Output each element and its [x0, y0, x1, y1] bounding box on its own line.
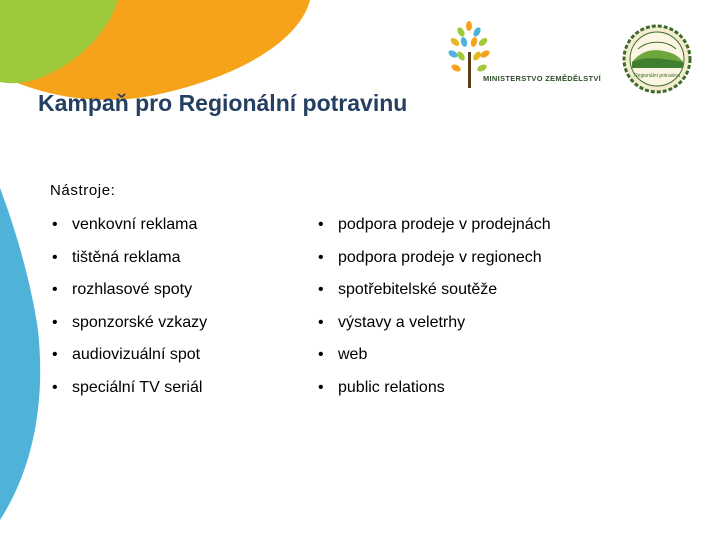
list-item-text: tištěná reklama: [72, 248, 181, 266]
bullet-icon: •: [318, 281, 324, 298]
left-bullet-list: [52, 209, 207, 404]
list-item: [318, 372, 551, 405]
regional-food-seal-icon: [622, 24, 692, 94]
list-item: [52, 339, 207, 372]
list-item-text: spotřebitelské soutěže: [338, 281, 498, 298]
list-item: [318, 339, 551, 372]
bullet-icon: •: [318, 378, 324, 396]
bullet-icon: •: [318, 216, 324, 233]
list-item: [52, 209, 207, 242]
slide-title: Kampaň pro Regionální potravinu: [38, 90, 408, 116]
blue-leaf-shape: [0, 188, 40, 520]
list-item: [318, 274, 551, 307]
list-item-text: audiovizuální spot: [72, 346, 201, 363]
bullet-icon: •: [52, 281, 58, 298]
list-item-text: venkovní reklama: [72, 216, 198, 233]
list-item-text: web: [338, 346, 368, 363]
list-item: [318, 307, 551, 340]
list-item: [318, 242, 551, 275]
list-item: [52, 372, 207, 405]
bullet-icon: •: [52, 248, 58, 266]
list-item: [52, 242, 207, 275]
list-item: [318, 209, 551, 242]
list-item-text: výstavy a veletrhy: [338, 313, 466, 331]
list-item-text: podpora prodeje v regionech: [338, 248, 542, 266]
ministry-name: MINISTERSTVO ZEMĚDĚLSTVÍ: [483, 74, 602, 83]
right-bullet-list: [318, 209, 551, 404]
bullet-icon: •: [318, 248, 324, 266]
bullet-icon: •: [52, 216, 58, 233]
list-item-text: sponzorské vzkazy: [72, 313, 208, 331]
list-item-text: rozhlasové spoty: [72, 281, 193, 298]
svg-text:Regionální potravina: Regionální potravina: [634, 73, 680, 79]
list-item-text: podpora prodeje v prodejnách: [338, 216, 551, 233]
bullet-icon: •: [52, 346, 58, 363]
list-item: [52, 274, 207, 307]
bullet-icon: •: [52, 313, 58, 331]
bullet-icon: •: [318, 346, 324, 363]
list-item-text: speciální TV seriál: [72, 378, 203, 396]
list-item: [52, 307, 207, 340]
section-label: Nástroje:: [50, 182, 116, 199]
bullet-icon: •: [52, 378, 58, 396]
bullet-icon: •: [318, 313, 324, 331]
list-item-text: public relations: [338, 378, 445, 396]
